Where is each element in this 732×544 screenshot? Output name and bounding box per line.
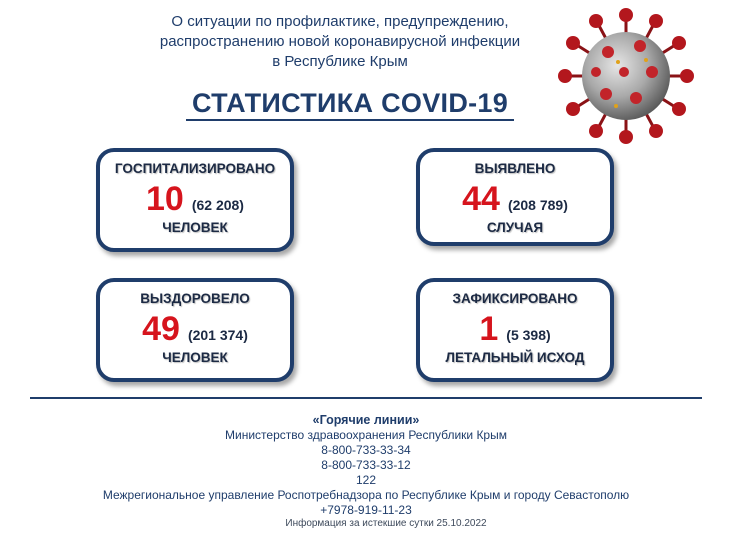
recovered-label: ВЫЗДОРОВЕЛО — [140, 291, 250, 306]
deaths-unit: ЛЕТАЛЬНЫЙ ИСХОД — [445, 350, 585, 365]
detected-numbers — [420, 180, 610, 218]
header-line-2: распространению новой коронавирусной инфекции — [159, 33, 521, 50]
recovered-numbers — [100, 310, 290, 348]
detected-total: (208 789) — [507, 197, 568, 213]
recovered-value: 49 — [142, 310, 180, 348]
hotlines-title: «Горячие линии» — [312, 413, 420, 427]
ministry-phone-2: 8-800-733-33-12 — [321, 458, 411, 472]
detected-unit: СЛУЧАЯ — [486, 220, 544, 235]
page-title-text: СТАТИСТИКА COVID-19 — [186, 88, 514, 121]
detected-label: ВЫЯВЛЕНО — [474, 161, 556, 176]
hospitalized-card — [96, 148, 294, 252]
ministry-phone-1: 8-800-733-33-34 — [321, 443, 411, 457]
hospitalized-total: (62 208) — [191, 197, 244, 213]
hospitalized-unit: ЧЕЛОВЕК — [162, 220, 228, 235]
recovered-total: (201 374) — [187, 327, 248, 343]
page-title — [140, 88, 560, 119]
coronavirus-icon — [556, 6, 696, 146]
ministry-name: Министерство здравоохранения Республики Крым — [225, 428, 507, 442]
detected-card — [416, 148, 614, 246]
header-subtitle — [120, 12, 560, 72]
deaths-numbers — [420, 310, 610, 348]
header-line-1: О ситуации по профилактике, предупреждению, — [171, 13, 509, 30]
deaths-total: (5 398) — [506, 327, 551, 343]
deaths-value: 1 — [479, 310, 499, 348]
header-line-3: в Республике Крым — [272, 53, 408, 70]
deaths-card — [416, 278, 614, 382]
recovered-unit: ЧЕЛОВЕК — [162, 350, 228, 365]
report-date-info: Информация за истекшие сутки 25.10.2022 — [285, 518, 487, 529]
section-divider — [30, 397, 702, 399]
rospotrebnadzor-phone: +7978-919-11-23 — [320, 503, 412, 517]
hospitalized-value: 10 — [146, 180, 184, 218]
ministry-phone-3: 122 — [355, 473, 377, 487]
rospotrebnadzor-name: Межрегиональное управление Роспотребнадзора по Республике Крым и городу Севастополю — [102, 488, 630, 502]
deaths-label: ЗАФИКСИРОВАНО — [452, 291, 578, 306]
hospitalized-numbers — [100, 180, 290, 218]
recovered-card — [96, 278, 294, 382]
hospitalized-label: ГОСПИТАЛИЗИРОВАНО — [114, 161, 276, 176]
hotlines-footer — [60, 413, 672, 530]
detected-value: 44 — [462, 180, 500, 218]
